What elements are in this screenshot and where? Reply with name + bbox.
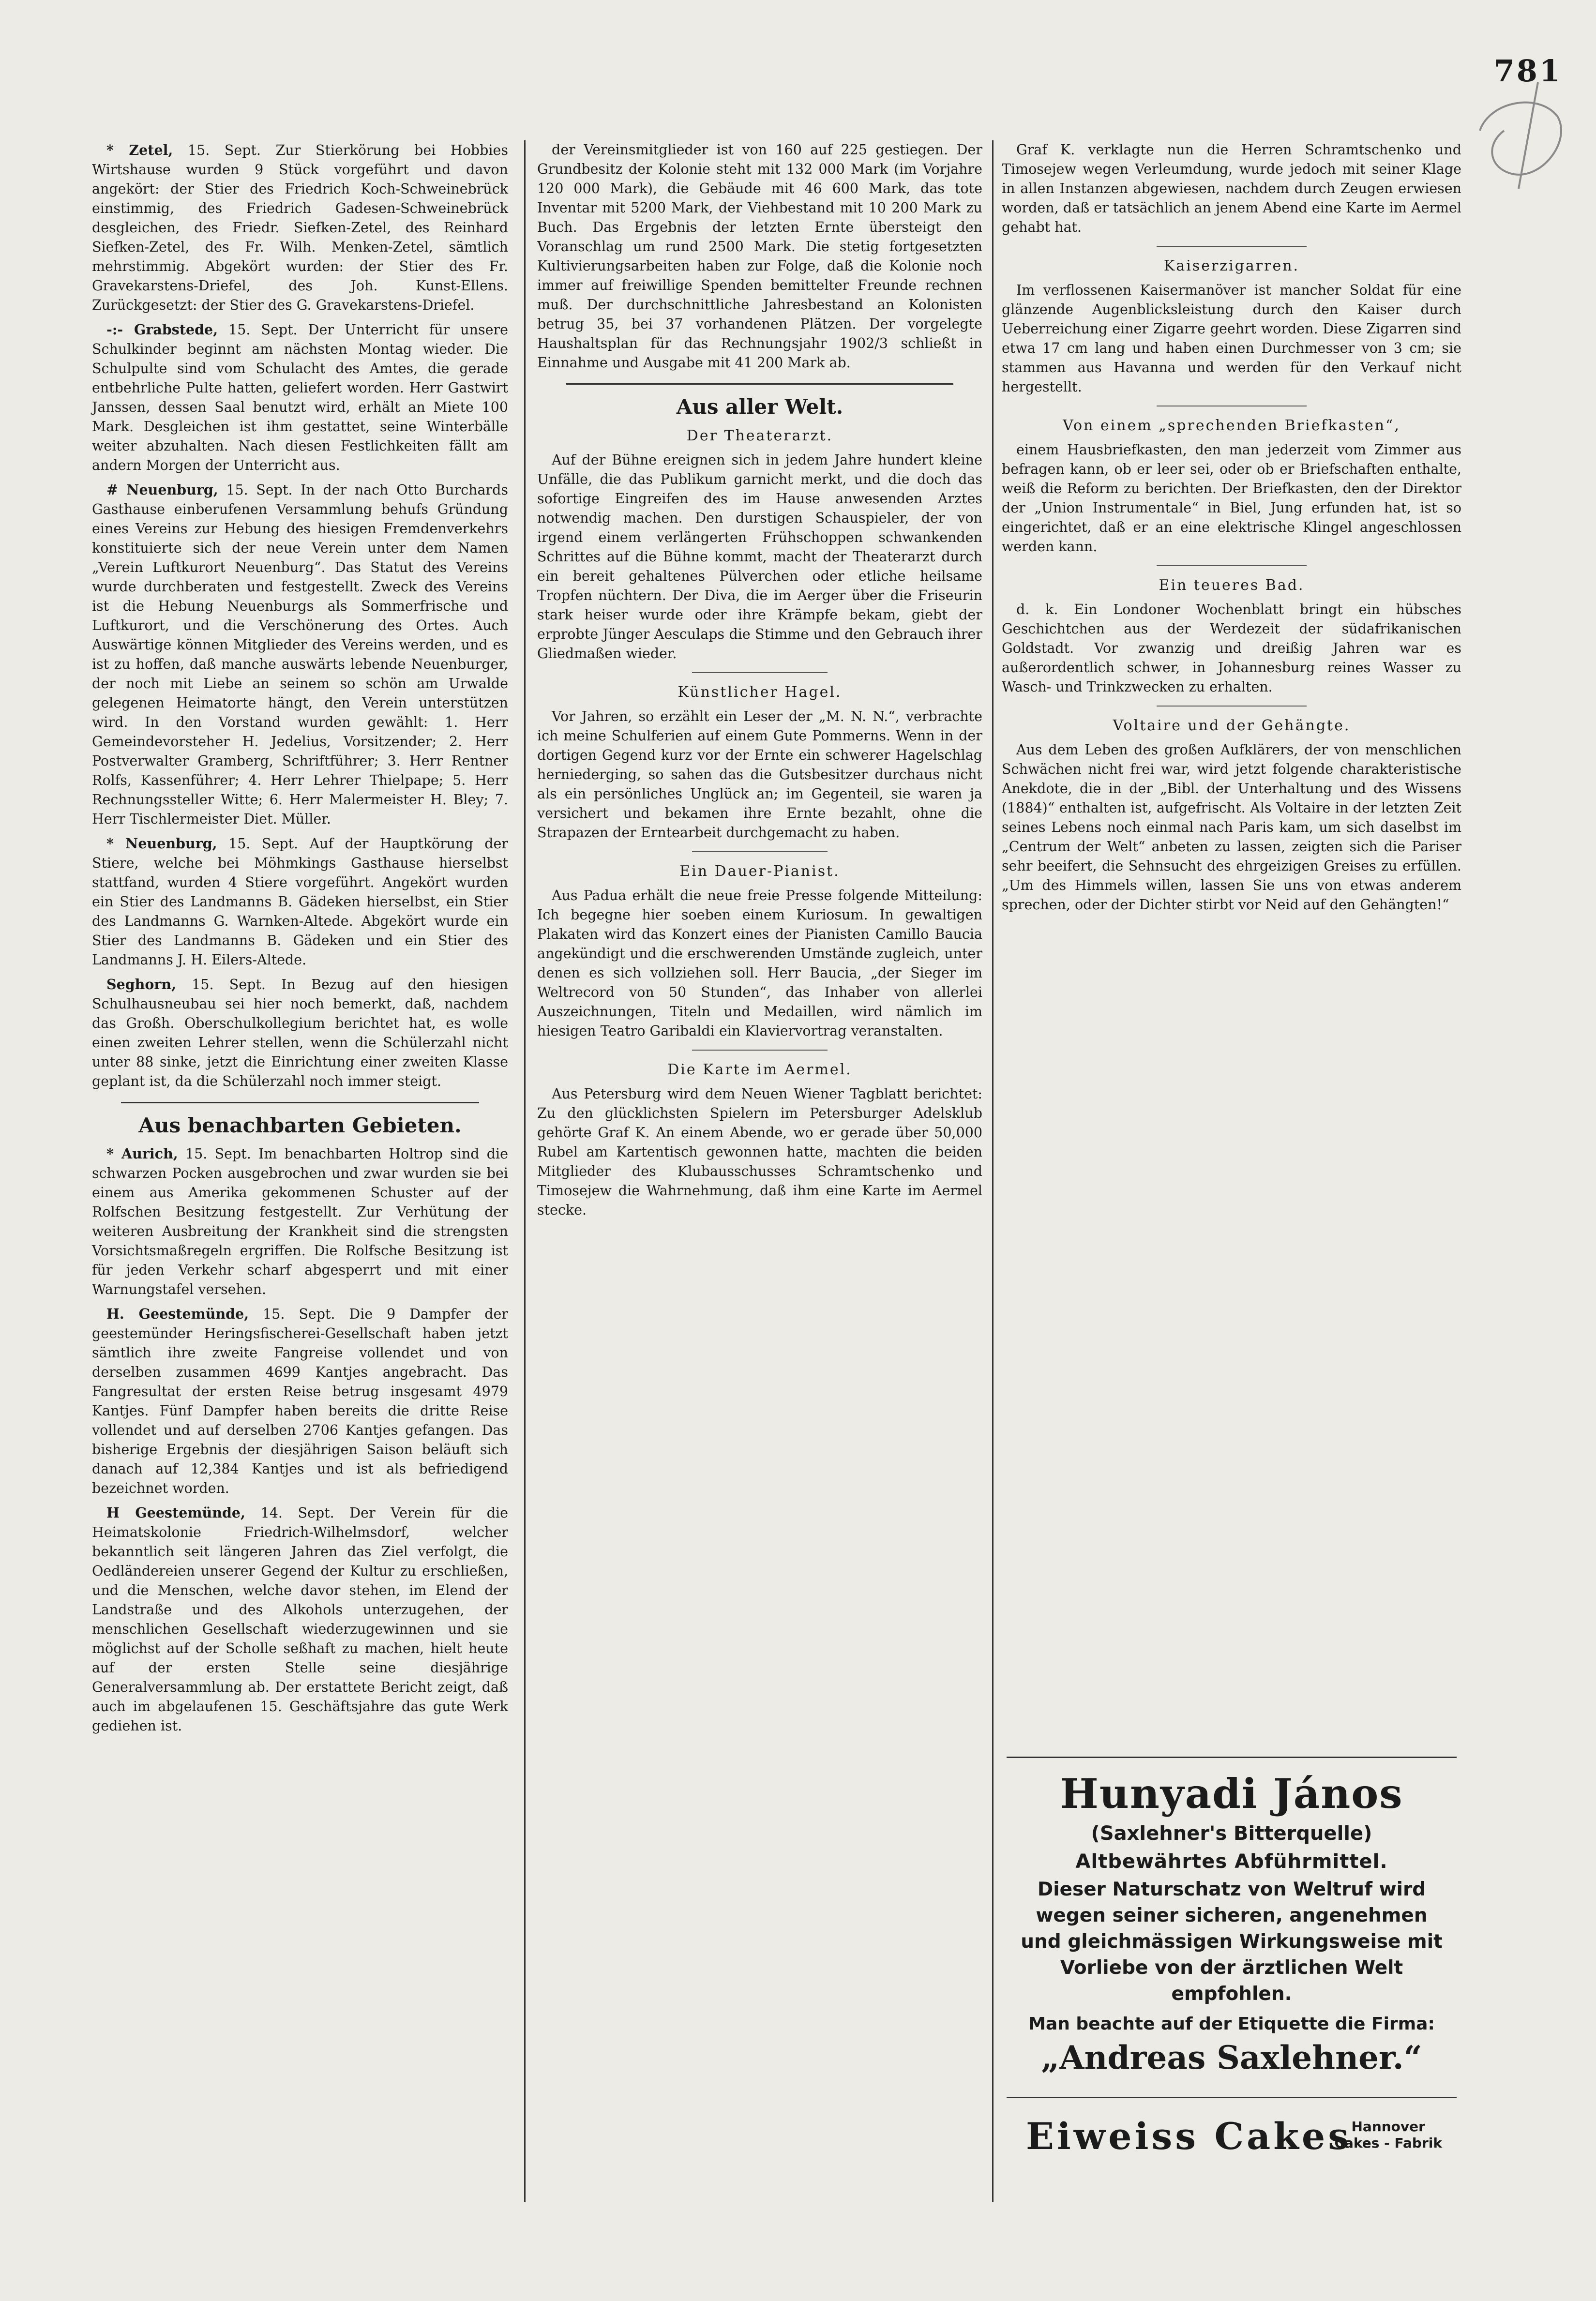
column-miscellany	[1002, 140, 1461, 919]
ad-title: Eiweiss Cakes	[1026, 2115, 1352, 2158]
article: Seghorn, 15. Sept. In Bezug auf den hiesigen Schulhausneubau sei hier noch bemerkt, daß, nachdem das Großh. Oberschulkollegium berichtet hat, es wolle einen zweiten Lehrer stellen, wenn die Schülerzahl nicht unter 88 sinke, jetzt die Einrichtung einer zweiten Klasse geplant ist, da die Schülerzahl noch immer steigt.	[92, 976, 508, 1089]
article: H Geestemünde, 14. Sept. Der Verein für die Heimatskolonie Friedrich-Wilhelmsdorf, welcher bekanntlich seit längeren Jahren das Ziel verfolgt, die Oedländereien unserer Gegend der Kultur zu erschließen, und die Menschen, welche davor stehen, im Elend der Landstraße und des Alkohols unterzugehen, der menschlichen Gesellschaft wiederzugewinnen und sie möglichst auf der Scholle seßhaft zu machen, hielt heute auf der ersten Stelle seine diesjährige Generalversammlung ab. Der erstattete Bericht zeigt, daß auch im abgelaufenen 15. Geschäftsjahre das gute Werk gediehen ist.	[92, 1504, 508, 1734]
article-divider	[692, 672, 828, 673]
article-body: d. k. Ein Londoner Wochenblatt bringt ein hübsches Geschichtchen aus der Werdezeit der südafrikanischen Goldstadt. Vor zwanzig und dreißig Jahren war es außerordentlich schwer, in Johannesburg reines Wasser zu Wasch- und Trinkzwecken zu erhalten.	[1002, 602, 1461, 695]
column-rule	[524, 140, 526, 2202]
article: * Aurich, 15. Sept. Im benachbarten Holtrop sind die schwarzen Pocken ausgebrochen und zwar wurden sie bei einem aus Amerika gekommenen Schuster auf der Rolfschen Besitzung festgestellt. Zur Verhütung der weiteren Ausbreitung der Krankheit sind die strengsten Vorsichtsmaßregeln ergriffen. Die Rolfsche Besitzung ist für jeden Verkehr scharf abgesperrt und mit einer Warnungstafel versehen.	[92, 1145, 509, 1297]
ad-title: Hunyadi János	[1060, 1770, 1403, 1818]
article-body: Aus Petersburg wird dem Neuen Wiener Tagblatt berichtet: Zu den glücklichsten Spielern im Petersburger Adelsklub gehörte Graf K. An einem Abende, wo er gerade über 50,000 Rubel am Kartentisch gewonnen hatte, machten die beiden Mitglieder des Klubausschusses Schramtschenko und Timosejew die Wahrnehmung, daß ihm eine Karte im Aermel stecke.	[537, 1086, 982, 1218]
article: H. Geestemünde, 15. Sept. Die 9 Dampfer der geestemünder Heringsfischerei-Gesellschaft haben jetzt sämtlich ihre zweite Fangreise vollendet und von derselben zusammen 4699 Kantjes angebracht. Das Fangresultat der ersten Reise betrug insgesamt 4979 Kantjes. Fünf Dampfer haben bereits die dritte Reise vollendet und auf derselben 2706 Kantjes gefangen. Das bisherige Ergebnis der diesjährigen Saison beläuft sich danach auf 12,384 Kantjes und ist als befriedigend bezeichnet worden.	[92, 1306, 508, 1496]
section-divider	[566, 383, 953, 385]
article-divider	[692, 851, 828, 852]
article: * Zetel, 15. Sept. Zur Stierkörung bei Hobbies Wirtshause wurden 9 Stück vorgeführt und davon angekört: der Stier des Friedrich Koch-Schweinebrück einstimmig, des Friedrich Gadesen-Schweinebrück desgleichen, des Friedr. Siefken-Zetel, des Reinhard Siefken-Zetel, des Fr. Wilh. Menken-Zetel, sämtlich mehrstimmig. Abgekört wurden: der Stier des Fr. Gravekarstens-Driefel, des Joh. Kunst-Ellens. Zurückgesetzt: der Stier des G. Gravekarstens-Driefel.	[92, 142, 509, 313]
ad-note: Man beachte auf der Etiquette die Firma:	[1028, 2014, 1435, 2034]
article-body: Aus Padua erhält die neue freie Presse folgende Mitteilung: Ich begegne hier soeben einem Kuriosum. In gewaltigen Plakaten wird das Konzert eines der Pianisten Camillo Baucia angekündigt und die erschwerenden Umstände zugleich, unter denen es sich vollziehen soll. Herr Baucia, „der Sieger im Weltrecord von 50 Stunden“, das Inhaber von allerlei Auszeichnungen, Titeln und Medaillen, wird nämlich im hiesigen Teatro Garibaldi ein Klaviervortrag veranstalten.	[537, 887, 982, 1039]
article-heading: Die Karte im Aermel.	[667, 1061, 852, 1078]
column-world-news	[537, 140, 982, 1225]
section-title-world: Aus aller Welt.	[676, 395, 843, 419]
article-body: Auf der Bühne ereignen sich in jedem Jahre hundert kleine Unfälle, die das Publikum garnicht merkt, und die doch das sofortige Eingreifen des im Hause anwesenden Arztes notwendig machen. Den durstigen Schauspieler, der von irgend einem verlängerten Frühschoppen schwankenden Schrittes auf die Bühne kommt, macht der Theaterarzt durch ein bereit gehaltenes Pülverchen oder etliche heilsame Tropfen nüchtern. Der Diva, die im Aerger über die Friseurin stark heiser wurde oder ihre Krämpfe bekam, giebt der erprobte Jünger Aesculaps die Stimme und den Gebrauch ihrer Gliedmaßen wieder.	[537, 452, 982, 662]
article-body: Im verflossenen Kaisermanöver ist mancher Soldat für eine glänzende Augenblicksleistung durch den Kaiser durch Ueberreichung einer Zigarre geehrt worden. Diese Zigarren sind etwa 17 cm lang und haben einen Durchmesser von 3 cm; sie stammen aus Havanna und werden für den Verkauf nicht hergestellt.	[1002, 282, 1461, 395]
article-heading: Ein teueres Bad.	[1159, 577, 1305, 594]
article-body: einem Hausbriefkasten, den man jederzeit vom Zimmer aus befragen kann, ob er leer sei, oder ob er Briefschaften enthalte, weiß die Reform zu berichten. Der Briefkasten, den der Direktor der „Union Instrumentale“ in Biel, Jung erfunden hat, ist so eingerichtet, daß er an eine elektrische Klingel angeschlossen werden kann.	[1002, 442, 1461, 555]
article: # Neuenburg, 15. Sept. In der nach Otto Burchards Gasthause einberufenen Versammlung behufs Gründung eines Vereins zur Hebung des hiesigen Fremdenverkehrs konstituierte sich der neue Verein unter dem Namen „Verein Luftkurort Neuenburg“. Das Statut des Vereins wurde durchberaten und festgestellt. Zweck des Vereins ist die Hebung Neuenburgs als Sommerfrische und Luftkurort, und die Verschönerung des Ortes. Auch Auswärtige können Mitglieder des Vereins werden, und es ist zu hoffen, daß manche auswärts lebende Neuenburger, der noch mit Liebe an seinem so schön am Urwalde gelegenen Heimatorte hängt, den Verein unterstützen wird. In den Vorstand wurden gewählt: 1. Herr Gemeindevorsteher H. Jedelius, Vorsitzender; 2. Herr Postverwalter Gramberg, Schriftführer; 3. Herr Rentner Rolfs, Kassenführer; 4. Herr Lehrer Thielpape; 5. Herr Rechnungssteller Witte; 6. Herr Malermeister H. Bley; 7. Herr Tischlermeister Diet. Müller.	[92, 481, 508, 827]
ad-firm: „Andreas Saxlehner.“	[1041, 2039, 1422, 2076]
ad-tagline: Altbewährtes Abführmittel.	[1075, 1850, 1388, 1873]
article: -:- Grabstede, 15. Sept. Der Unterricht für unsere Schulkinder beginnt am nächsten Montag wieder. Die Schulpulte sind vom Schulacht des Amtes, die gerade entbehrliche Pulte hatten, geliefert worden. Herr Gastwirt Janssen, dessen Saal benutzt wird, erhält an Miete 100 Mark. Desgleichen ist ihm gestattet, seine Winterbälle weiter abzuhalten. Nach diesen Festlichkeiten fällt am andern Morgen der Unterricht aus.	[92, 321, 509, 473]
article-heading: Künstlicher Hagel.	[678, 684, 842, 701]
article-continued: der Vereinsmitglieder ist von 160 auf 225 gestiegen. Der Grundbesitz der Kolonie steht mit 132 000 Mark (im Vorjahre 120 000 Mark), die Gebäude mit 46 600 Mark, das tote Inventar mit 5200 Mark, der Viehbestand mit 10 200 Mark zu Buch. Das Ergebnis der letzten Ernte übersteigt den Voranschlag um rund 2500 Mark. Die stetig fortgesetzten Kultivierungsarbeiten haben zur Folge, daß die Kolonie noch immer auf freiwillige Spenden bemittelter Freunde rechnen muß. Der durchschnittliche Jahresbestand an Kolonisten betrug 35, bei 37 vorhandenen Plätzen. Der vorgelegte Haushaltsplan für das Rechnungsjahr 1902/3 schließt in Einnahme und Ausgabe mit 41 200 Mark ab.	[537, 142, 982, 371]
page-number: 781	[1493, 53, 1562, 89]
section-divider	[121, 1102, 479, 1103]
advertisement-hunyadi	[1007, 1757, 1457, 2098]
pencil-mark-icon	[1460, 73, 1577, 198]
article: * Neuenburg, 15. Sept. Auf der Hauptkörung der Stiere, welche bei Möhmkings Gasthause hierselbst stattfand, wurden 4 Stiere vorgeführt. Angekört wurden ein Stier des Landmanns B. Gädeken hierselbst, ein Stier des Landmanns G. Warnken-Altede. Abgekört wurde ein Stier des Landmanns B. Gädeken und ein Stier des Landmanns J. H. Eilers-Altede.	[92, 835, 509, 968]
ad-subtitle: (Saxlehner's Bitterquelle)	[1091, 1822, 1372, 1845]
article-heading: Von einem „sprechenden Briefkasten“,	[1063, 417, 1400, 434]
article-heading: Kaiserzigarren.	[1163, 257, 1300, 274]
article-heading: Ein Dauer-Pianist.	[679, 863, 840, 880]
ad-body: Dieser Naturschatz von Weltruf wird wegen seiner sicheren, angenehmen und gleichmässigen Wirkungsweise mit Vorliebe von der ärztlichen Welt empfohlen.	[1021, 1879, 1443, 2005]
section-title-neighbouring: Aus benachbarten Gebieten.	[138, 1113, 462, 1137]
article-heading: Der Theaterarzt.	[686, 427, 833, 444]
article-divider	[692, 1050, 828, 1051]
column-rule	[992, 140, 994, 2202]
article-body: Aus dem Leben des großen Aufklärers, der von menschlichen Schwächen nicht frei war, wird jetzt folgende charakteristische Anekdote, die in der „Bibl. der Unterhaltung und des Wissens (1884)“ enthalten ist, aufgefrischt. Als Voltaire in der letzten Zeit seines Lebens noch einmal nach Paris kam, um sich daselbst im „Centrum der Welt“ anbeten zu lassen, zeigten sich die Pariser sehr beeifert, die Sehnsucht des ehrgeizigen Greises zu erfüllen. „Um des Himmels willen, lassen Sie uns von etwas anderem sprechen, oder der Dichter stirbt vor Neid auf den Gehängten!“	[1002, 742, 1461, 913]
article-divider	[1157, 246, 1307, 247]
ad-maker: Hannover Cakes - Fabrik	[1334, 2119, 1442, 2151]
article-divider	[1157, 706, 1307, 707]
article-continued: Graf K. verklagte nun die Herren Schramtschenko und Timosejew wegen Verleumdung, wurde jedoch mit seiner Klage in allen Instanzen abgewiesen, nachdem durch Zeugen erwiesen worden, daß er tatsächlich an jenem Abend eine Karte im Aermel gehabt hat.	[1002, 142, 1461, 235]
advertisement-eiweiss-cakes	[1007, 2105, 1457, 2173]
column-local-news	[92, 140, 508, 1741]
article-body: Vor Jahren, so erzählt ein Leser der „M. N. N.“, verbrachte ich meine Schulferien auf einem Gute Pommerns. Wenn in der dortigen Gegend kurz vor der Ernte ein schwerer Hagelschlag herniederging, so sahen das die Gutsbesitzer durchaus nicht als ein persönliches Unglück an; im Gegenteil, sie waren ja versichert und bekamen ihre Ernte bezahlt, ohne die Strapazen der Erntearbeit durchgemacht zu haben.	[537, 708, 982, 841]
article-heading: Voltaire und der Gehängte.	[1113, 717, 1351, 734]
article-divider	[1157, 565, 1307, 566]
